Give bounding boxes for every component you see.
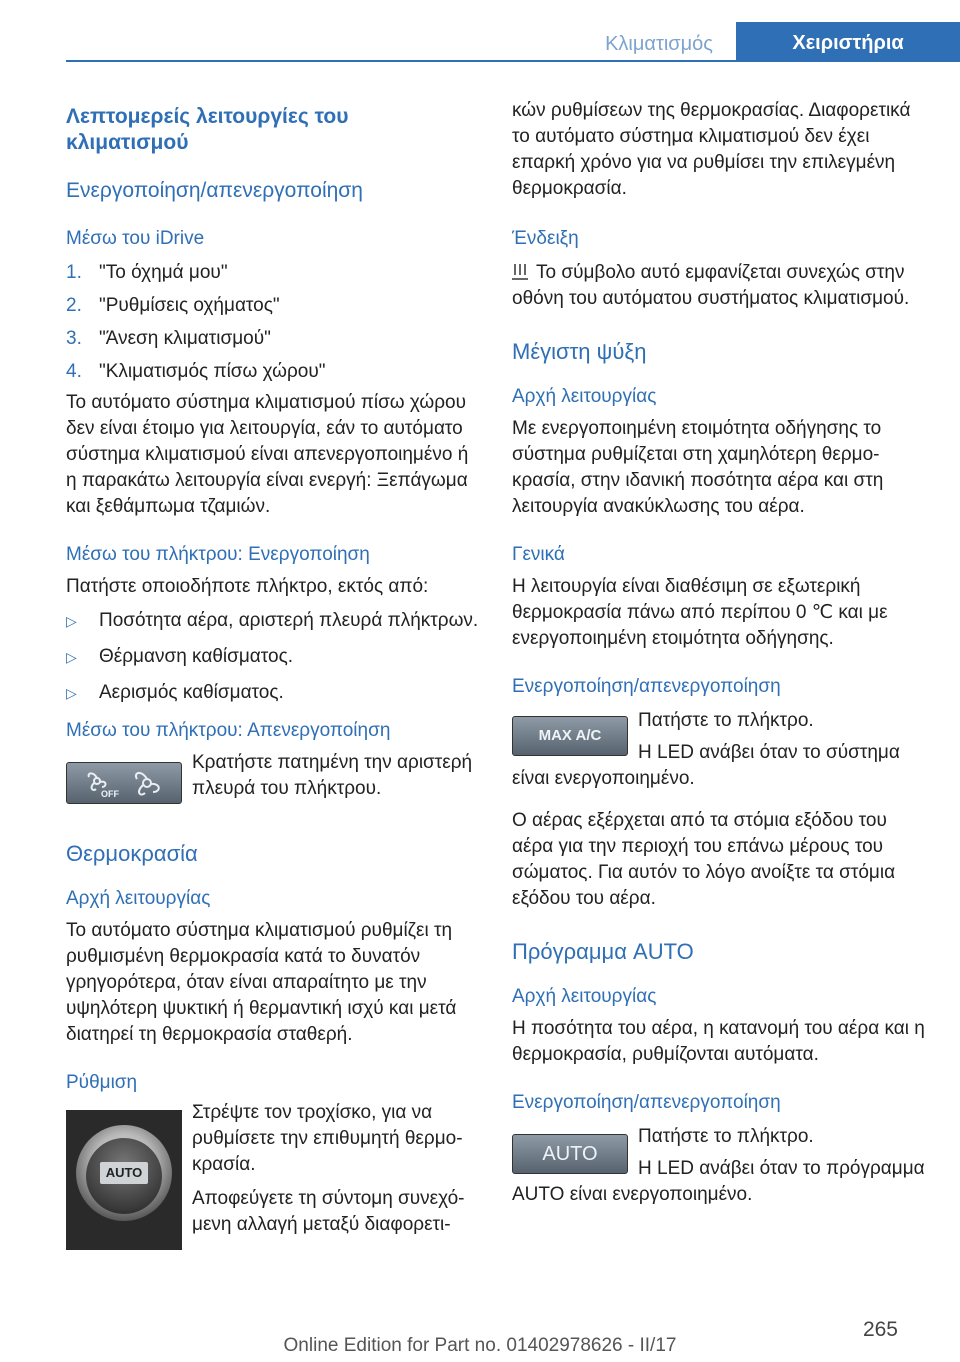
heading-activate: Ενεργοποίηση/απενεργοποίηση <box>66 179 363 202</box>
auto-button-image: AUTO <box>512 1134 628 1174</box>
right-column <box>512 98 932 1208</box>
header-section-label: Κλιματισμός <box>605 33 713 55</box>
heading-max-cooling: Μέγιστη ψύξη <box>512 339 647 364</box>
heading-onoff-auto: Ενεργοποίηση/απενεργοποίηση <box>512 1092 781 1113</box>
indication-text: Το σύμβολο αυτό εμφανίζεται συνεχώς στην οθόνη του αυτόματου συστήματος κλιματισμού. <box>512 262 910 309</box>
led-max-text: Η LED ανάβει όταν το σύστημα είναι ενεργοποιημένο. <box>512 742 900 789</box>
fan-icon <box>67 763 181 803</box>
heading-principle-auto: Αρχή λειτουργίας <box>512 986 657 1007</box>
setting-text-2: Αποφεύγετε τη σύντομη συνεχόμενη αλλαγή μεταξύ διαφορετι- <box>192 1188 465 1235</box>
general-text: Η λειτουργία είναι διαθέσιμη σε εξωτερική θερμοκρασία πάνω από περίπου 0 ℃ και με ενεργοποιημένη ετοιμότητα οδήγησης. <box>512 576 888 649</box>
triangle-bullet-icon: ▷ <box>66 649 77 665</box>
list-item: 1. "Το όχημά μου" <box>66 262 228 283</box>
heading-setting: Ρύθμιση <box>66 1072 138 1093</box>
list-item: ▷ Ποσότητα αέρα, αριστερή πλευρά πλήκτρων. <box>66 608 481 634</box>
max-ac-block <box>512 704 932 792</box>
temperature-text: Το αυτόματο σύστημα κλιματισμού ρυθμίζει τη ρυθμισμένη θερμοκρασία κατά το δυνατόν γρηγορότερα, όταν είναι απαραίτητο με την υψηλότερη ψυκτική ή θερμαντική ισχύ και μετά διατηρεί τη θερμοκρασία σταθερή. <box>66 920 457 1045</box>
setting-block <box>66 1100 481 1250</box>
knob-auto-label: AUTO <box>100 1162 148 1184</box>
off-label: OFF <box>101 789 119 799</box>
section-title: Λεπτομερείς λειτουργίες του κλιματισμού <box>66 105 349 154</box>
triangle-bullet-icon: ▷ <box>66 685 77 701</box>
air-outlet-text: Ο αέρας εξέρχεται από τα στόμια εξόδου του αέρα για την περιοχή του επάνω μέρους του σώματος. Για αυτόν το λόγο ανοίξτε τα στόμια εξόδου του αέρα. <box>512 810 896 909</box>
list-item: 4. "Κλιματισμός πίσω χώρου" <box>66 361 326 382</box>
max-cooling-text: Με ενεργοποιημένη ετοιμότητα οδήγησης το σύστημα ρυθμίζεται στη χαμηλότερη θερμοκρασία, στην ιδανική ποσότητα αέρα και στη λειτουργία ανακύκλωσης του αέρα. <box>512 418 884 517</box>
header-rule <box>66 60 960 62</box>
setting-text-1: Στρέψτε τον τροχίσκο, για να ρυθμίσετε την επιθυμητή θερμοκρασία. <box>192 1102 463 1175</box>
press-key-text: Πατήστε το πλήκτρο. <box>638 710 814 731</box>
idrive-steps <box>66 260 481 385</box>
heading-idrive: Μέσω του iDrive <box>66 228 205 249</box>
auto-text: Η ποσότητα του αέρα, η κατανομή του αέρα και η θερμοκρασία, ρυθμίζονται αυτόματα. <box>512 1018 925 1065</box>
fan-off-button-image <box>66 762 182 804</box>
auto-block <box>512 1120 932 1208</box>
heading-principle: Αρχή λειτουργίας <box>66 888 211 909</box>
heading-general: Γενικά <box>512 544 565 565</box>
list-item: 3. "Άνεση κλιματισμού" <box>66 328 271 349</box>
led-auto-text: Η LED ανάβει όταν το πρόγραμμα AUTO είναι ενεργοποιημένο. <box>512 1158 925 1205</box>
heading-onoff-max: Ενεργοποίηση/απενεργοποίηση <box>512 676 781 697</box>
edition-footer: Online Edition for Part no. 01402978626 - II/17 <box>283 1335 677 1356</box>
triangle-bullet-icon: ▷ <box>66 613 77 629</box>
header-chapter-tab: Χειριστήρια <box>736 22 960 62</box>
heading-principle-max: Αρχή λειτουργίας <box>512 386 657 407</box>
heading-temperature: Θερμοκρασία <box>66 841 198 866</box>
left-column <box>66 100 481 1250</box>
key-off-text: Κρατήστε πατημένη την αριστερή πλευρά του πλήκτρου. <box>192 752 473 799</box>
max-ac-button-image: MAX A/C <box>512 716 628 756</box>
list-item: 2. "Ρυθμίσεις οχήματος" <box>66 295 280 316</box>
heading-indication: Ένδειξη <box>512 228 579 249</box>
exception-list <box>66 608 481 706</box>
max-cooling-symbol-icon <box>512 263 528 281</box>
key-off-block <box>66 750 481 812</box>
rear-note: Το αυτόματο σύστημα κλιματισμού πίσω χώρου δεν είναι έτοιμο για λειτουργία, εάν το αυτόματο σύστημα κλιματισμού είναι απενεργοποιημένο ή η παρακάτω λειτουργία είναι ενεργή: Ξεπάγωμα και ξεθάμπωμα τζαμιών. <box>66 392 469 517</box>
key-on-text: Πατήστε οποιοδήποτε πλήκτρο, εκτός από: <box>66 576 429 597</box>
temperature-knob-image <box>66 1110 182 1250</box>
continuation-text: κών ρυθμίσεων της θερμοκρασίας. Διαφορετικά το αυτόματο σύστημα κλιματισμού δεν έχει επαρκή χρόνο για να ρυθμίσει την επιλεγμένη θερμοκρασία. <box>512 100 911 199</box>
heading-auto-program: Πρόγραμμα AUTO <box>512 939 694 964</box>
press-key-text-2: Πατήστε το πλήκτρο. <box>638 1126 814 1147</box>
list-item: ▷ Θέρμανση καθίσματος. <box>66 644 481 670</box>
heading-key-off: Μέσω του πλήκτρου: Απενεργοποίηση <box>66 720 391 741</box>
page-number: 265 <box>862 1318 898 1341</box>
list-item: ▷ Αερισμός καθίσματος. <box>66 680 481 706</box>
heading-key-on: Μέσω του πλήκτρου: Ενεργοποίηση <box>66 544 370 565</box>
